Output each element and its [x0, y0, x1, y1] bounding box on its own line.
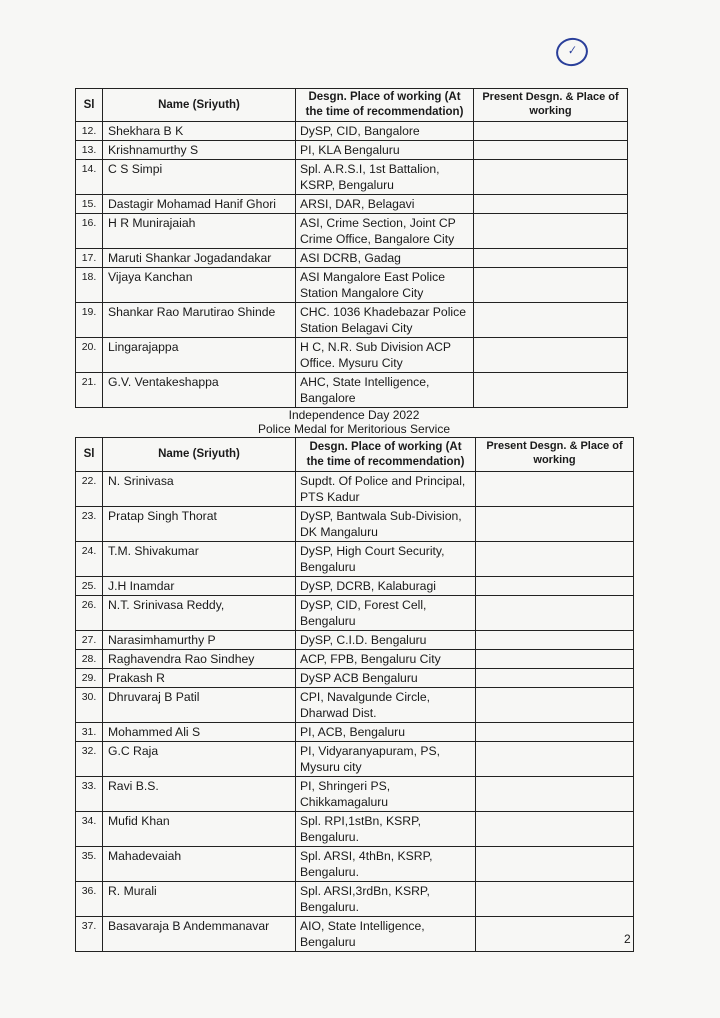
designation-cell: DySP, High Court Security, Bengaluru: [296, 542, 476, 577]
name-cell: Prakash R: [103, 669, 296, 688]
serial-number-cell: 33.: [76, 777, 103, 812]
header-name: Name (Sriyuth): [103, 438, 296, 472]
header-sl: Sl: [76, 89, 103, 122]
name-cell: Mohammed Ali S: [103, 723, 296, 742]
present-designation-cell: [476, 669, 634, 688]
serial-number-cell: 25.: [76, 577, 103, 596]
present-designation-cell: [474, 141, 628, 160]
designation-cell: AIO, State Intelligence, Bengaluru: [296, 917, 476, 952]
table-row: [76, 631, 634, 650]
section-title-line1: Independence Day 2022: [288, 408, 420, 422]
table-row: [76, 596, 634, 631]
name-cell: Maruti Shankar Jogadandakar: [103, 249, 296, 268]
serial-number-cell: 15.: [76, 195, 103, 214]
present-designation-cell: [476, 650, 634, 669]
present-designation-cell: [474, 373, 628, 408]
present-designation-cell: [474, 214, 628, 249]
serial-number-cell: 35.: [76, 847, 103, 882]
table-row: [76, 742, 634, 777]
present-designation-cell: [474, 249, 628, 268]
present-designation-cell: [474, 195, 628, 214]
present-designation-cell: [476, 847, 634, 882]
designation-cell: CHC. 1036 Khadebazar Police Station Belagavi City: [296, 303, 474, 338]
name-cell: G.V. Ventakeshappa: [103, 373, 296, 408]
name-cell: Vijaya Kanchan: [103, 268, 296, 303]
present-designation-cell: [476, 723, 634, 742]
designation-cell: Spl. A.R.S.I, 1st Battalion, KSRP, Bengaluru: [296, 160, 474, 195]
serial-number-cell: 14.: [76, 160, 103, 195]
designation-cell: ASI Mangalore East Police Station Mangalore City: [296, 268, 474, 303]
designation-cell: Spl. ARSI,3rdBn, KSRP, Bengaluru.: [296, 882, 476, 917]
present-designation-cell: [476, 472, 634, 507]
present-designation-cell: [476, 917, 634, 952]
table-row: [76, 160, 628, 195]
present-designation-cell: [476, 882, 634, 917]
table-1: [75, 88, 628, 408]
serial-number-cell: 29.: [76, 669, 103, 688]
serial-number-cell: 23.: [76, 507, 103, 542]
table-row: [76, 303, 628, 338]
present-designation-cell: [476, 742, 634, 777]
serial-number-cell: 28.: [76, 650, 103, 669]
present-designation-cell: [474, 122, 628, 141]
table-row: [76, 214, 628, 249]
serial-number-cell: 30.: [76, 688, 103, 723]
table-row: [76, 249, 628, 268]
name-cell: H R Munirajaiah: [103, 214, 296, 249]
name-cell: Mahadevaiah: [103, 847, 296, 882]
table-2: [75, 437, 634, 952]
designation-cell: Supdt. Of Police and Principal, PTS Kadur: [296, 472, 476, 507]
designation-cell: Spl. RPI,1stBn, KSRP, Bengaluru.: [296, 812, 476, 847]
table-row: [76, 268, 628, 303]
designation-cell: ASI, Crime Section, Joint CP Crime Office, Bangalore City: [296, 214, 474, 249]
designation-cell: H C, N.R. Sub Division ACP Office. Mysuru City: [296, 338, 474, 373]
designation-cell: ACP, FPB, Bengaluru City: [296, 650, 476, 669]
table-row: [76, 669, 634, 688]
name-cell: Narasimhamurthy P: [103, 631, 296, 650]
designation-cell: CPI, Navalgunde Circle, Dharwad Dist.: [296, 688, 476, 723]
name-cell: Shankar Rao Marutirao Shinde: [103, 303, 296, 338]
present-designation-cell: [474, 303, 628, 338]
table-row: [76, 777, 634, 812]
name-cell: N. Srinivasa: [103, 472, 296, 507]
designation-cell: DySP, Bantwala Sub-Division, DK Mangaluru: [296, 507, 476, 542]
table-1-body: [76, 122, 628, 408]
table-2-body: [76, 472, 634, 952]
table-row: [76, 338, 628, 373]
page-number: 2: [624, 932, 631, 946]
table-row: [76, 373, 628, 408]
table-row: [76, 723, 634, 742]
serial-number-cell: 12.: [76, 122, 103, 141]
designation-cell: AHC, State Intelligence, Bangalore: [296, 373, 474, 408]
name-cell: Krishnamurthy S: [103, 141, 296, 160]
designation-cell: PI, ACB, Bengaluru: [296, 723, 476, 742]
initials-stamp: ✓: [553, 35, 590, 69]
table-row: [76, 577, 634, 596]
present-designation-cell: [476, 596, 634, 631]
table-row: [76, 542, 634, 577]
serial-number-cell: 18.: [76, 268, 103, 303]
serial-number-cell: 22.: [76, 472, 103, 507]
serial-number-cell: 27.: [76, 631, 103, 650]
section-title-line2: Police Medal for Meritorious Service: [257, 422, 451, 436]
table-row: [76, 688, 634, 723]
table-row: [76, 812, 634, 847]
designation-cell: DySP, CID, Bangalore: [296, 122, 474, 141]
present-designation-cell: [476, 577, 634, 596]
table-row: [76, 141, 628, 160]
name-cell: Ravi B.S.: [103, 777, 296, 812]
table-row: [76, 847, 634, 882]
table-row: [76, 917, 634, 952]
serial-number-cell: 24.: [76, 542, 103, 577]
serial-number-cell: 34.: [76, 812, 103, 847]
name-cell: Pratap Singh Thorat: [103, 507, 296, 542]
name-cell: Shekhara B K: [103, 122, 296, 141]
name-cell: Lingarajappa: [103, 338, 296, 373]
header-desg: Desgn. Place of working (At the time of recommendation): [296, 438, 476, 472]
table-row: [76, 195, 628, 214]
present-designation-cell: [476, 777, 634, 812]
serial-number-cell: 20.: [76, 338, 103, 373]
header-sl: Sl: [76, 438, 103, 472]
name-cell: Dastagir Mohamad Hanif Ghori: [103, 195, 296, 214]
name-cell: G.C Raja: [103, 742, 296, 777]
designation-cell: DySP ACB Bengaluru: [296, 669, 476, 688]
present-designation-cell: [474, 338, 628, 373]
designation-cell: Spl. ARSI, 4thBn, KSRP, Bengaluru.: [296, 847, 476, 882]
header-present: Present Desgn. & Place of working: [476, 438, 634, 472]
table-row: [76, 650, 634, 669]
designation-cell: DySP, DCRB, Kalaburagi: [296, 577, 476, 596]
designation-cell: PI, Vidyaranyapuram, PS, Mysuru city: [296, 742, 476, 777]
present-designation-cell: [476, 688, 634, 723]
serial-number-cell: 31.: [76, 723, 103, 742]
serial-number-cell: 26.: [76, 596, 103, 631]
name-cell: J.H Inamdar: [103, 577, 296, 596]
designation-cell: ARSI, DAR, Belagavi: [296, 195, 474, 214]
name-cell: C S Simpi: [103, 160, 296, 195]
present-designation-cell: [474, 160, 628, 195]
name-cell: Mufid Khan: [103, 812, 296, 847]
serial-number-cell: 17.: [76, 249, 103, 268]
table-row: [76, 122, 628, 141]
name-cell: Dhruvaraj B Patil: [103, 688, 296, 723]
header-desg: Desgn. Place of working (At the time of recommendation): [296, 89, 474, 122]
table-row: [76, 507, 634, 542]
name-cell: Basavaraja B Andemmanavar: [103, 917, 296, 952]
designation-cell: DySP, CID, Forest Cell, Bengaluru: [296, 596, 476, 631]
designation-cell: ASI DCRB, Gadag: [296, 249, 474, 268]
present-designation-cell: [476, 812, 634, 847]
serial-number-cell: 36.: [76, 882, 103, 917]
serial-number-cell: 16.: [76, 214, 103, 249]
name-cell: R. Murali: [103, 882, 296, 917]
designation-cell: PI, Shringeri PS, Chikkamagaluru: [296, 777, 476, 812]
present-designation-cell: [476, 631, 634, 650]
present-designation-cell: [476, 507, 634, 542]
present-designation-cell: [476, 542, 634, 577]
header-present: Present Desgn. & Place of working: [474, 89, 628, 122]
table-row: [76, 472, 634, 507]
designation-cell: PI, KLA Bengaluru: [296, 141, 474, 160]
name-cell: Raghavendra Rao Sindhey: [103, 650, 296, 669]
name-cell: N.T. Srinivasa Reddy,: [103, 596, 296, 631]
designation-cell: DySP, C.I.D. Bengaluru: [296, 631, 476, 650]
name-cell: T.M. Shivakumar: [103, 542, 296, 577]
serial-number-cell: 19.: [76, 303, 103, 338]
present-designation-cell: [474, 268, 628, 303]
serial-number-cell: 37.: [76, 917, 103, 952]
serial-number-cell: 21.: [76, 373, 103, 408]
serial-number-cell: 32.: [76, 742, 103, 777]
header-name: Name (Sriyuth): [103, 89, 296, 122]
table-row: [76, 882, 634, 917]
serial-number-cell: 13.: [76, 141, 103, 160]
